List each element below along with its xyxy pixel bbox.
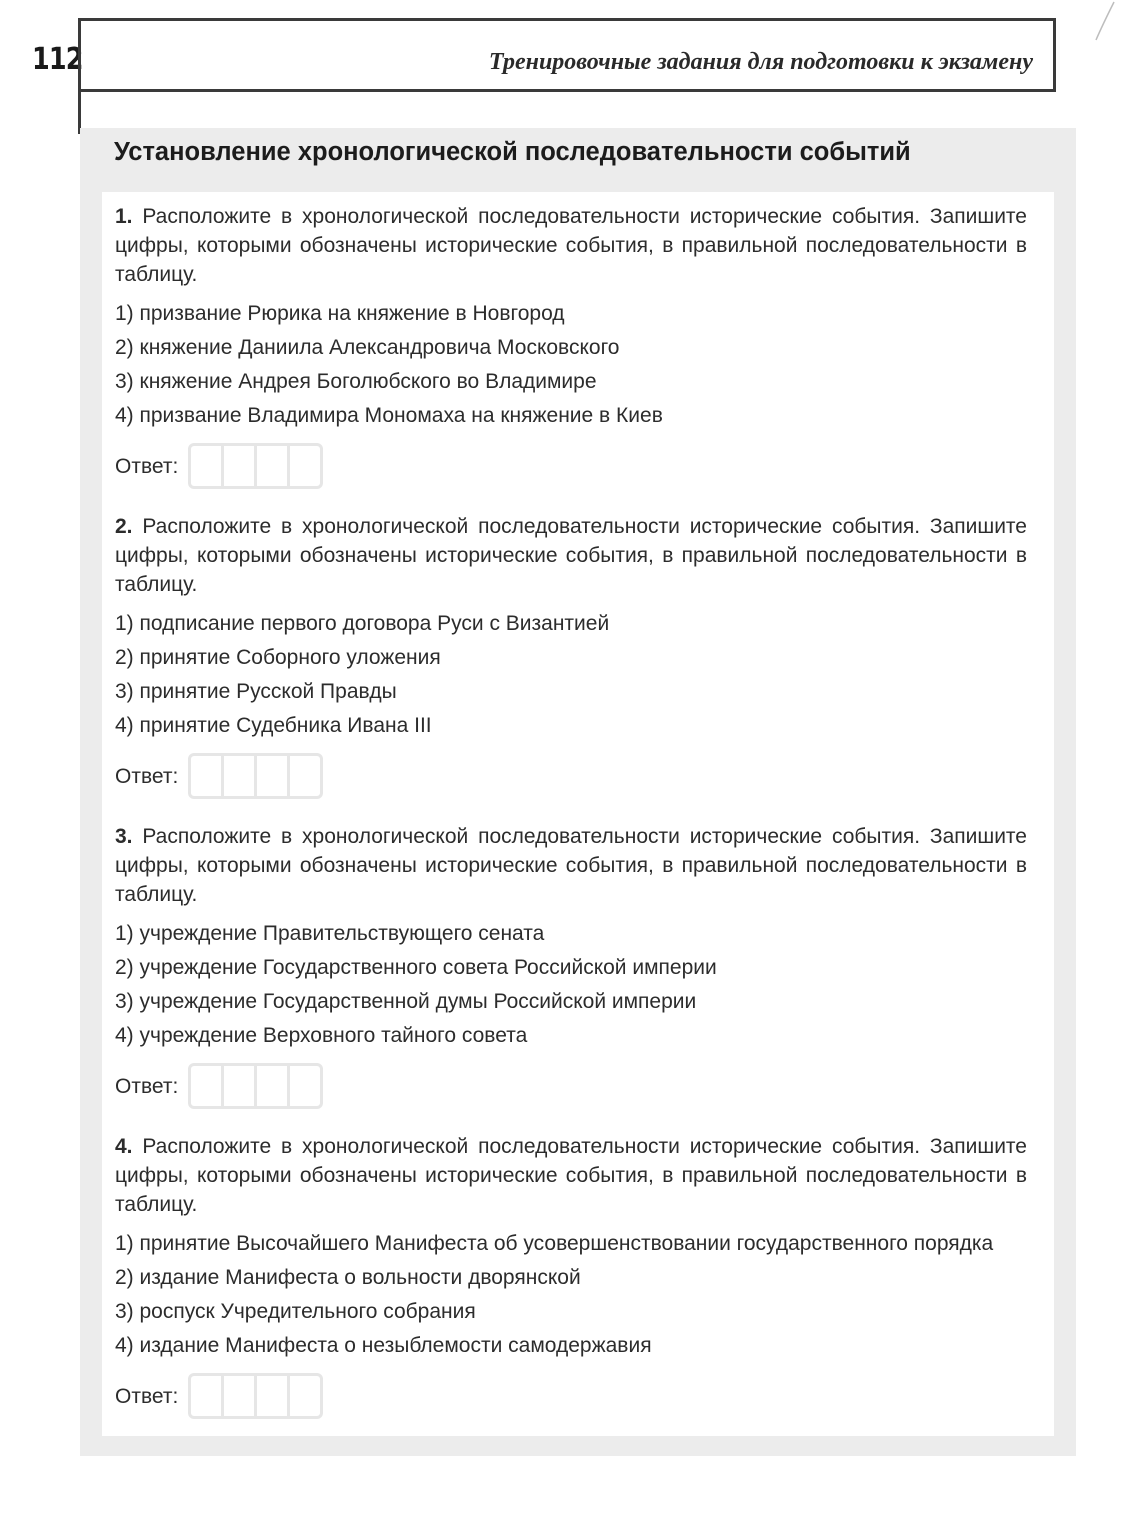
task-2 <box>115 512 1027 800</box>
task-number: 1. <box>115 205 133 228</box>
task-option: 1) учреждение Правительствующего сената <box>115 922 545 945</box>
task-option: 4) призвание Владимира Мономаха на княжение в Киев <box>115 404 663 427</box>
task-option: 3) учреждение Государственной думы Российской империи <box>115 990 697 1013</box>
answer-row <box>115 442 1027 490</box>
section-title: Установление хронологической последовательности событий <box>114 138 911 166</box>
corner-scratch-mark <box>1086 0 1116 60</box>
task-option: 1) призвание Рюрика на княжение в Новгород <box>115 302 565 325</box>
task-option: 4) учреждение Верховного тайного совета <box>115 1024 528 1047</box>
task-instruction <box>115 512 1027 599</box>
answer-label: Ответ: <box>115 764 179 788</box>
running-title: Тренировочные задания для подготовки к экзамену <box>488 49 1033 75</box>
task-option: 1) подписание первого договора Руси с Византией <box>115 612 610 635</box>
task-instruction-text: Расположите в хронологической последовательности исторические события. Запишите цифры, которыми обозначены исторические события, в правильной последовательности в таблицу. <box>115 825 1027 906</box>
task-option: 2) издание Манифеста о вольности дворянской <box>115 1266 581 1289</box>
task-4 <box>115 1132 1027 1420</box>
task-instruction-text: Расположите в хронологической последовательности исторические события. Запишите цифры, которыми обозначены исторические события, в правильной последовательности в таблицу. <box>115 205 1027 286</box>
answer-label: Ответ: <box>115 1384 179 1408</box>
task-1 <box>115 202 1027 490</box>
answer-cell[interactable] <box>290 1376 320 1416</box>
answer-grid <box>188 1063 323 1109</box>
answer-cell[interactable] <box>191 446 224 486</box>
answer-cell[interactable] <box>257 446 290 486</box>
answer-cell[interactable] <box>290 756 320 796</box>
answer-cell[interactable] <box>224 1376 257 1416</box>
answer-cell[interactable] <box>191 1376 224 1416</box>
answer-cell[interactable] <box>224 756 257 796</box>
answer-row <box>115 752 1027 800</box>
answer-cell[interactable] <box>257 756 290 796</box>
answer-grid <box>188 1373 323 1419</box>
task-number: 4. <box>115 1135 133 1158</box>
answer-cell[interactable] <box>257 1066 290 1106</box>
task-option: 1) принятие Высочайшего Манифеста об усовершенствовании государственного порядка <box>115 1232 994 1255</box>
answer-grid <box>188 443 323 489</box>
task-instruction <box>115 822 1027 909</box>
task-list <box>115 202 1027 1420</box>
answer-cell[interactable] <box>224 1066 257 1106</box>
task-option: 2) принятие Соборного уложения <box>115 646 441 669</box>
task-instruction <box>115 1132 1027 1219</box>
task-instruction <box>115 202 1027 289</box>
answer-cell[interactable] <box>290 1066 320 1106</box>
page-number: 112 <box>32 42 83 77</box>
running-header <box>78 18 1056 92</box>
answer-grid <box>188 753 323 799</box>
answer-cell[interactable] <box>191 1066 224 1106</box>
answer-cell[interactable] <box>290 446 320 486</box>
answer-cell[interactable] <box>257 1376 290 1416</box>
answer-row <box>115 1372 1027 1420</box>
task-3 <box>115 822 1027 1110</box>
task-option: 2) княжение Даниила Александровича Московского <box>115 336 620 359</box>
task-instruction-text: Расположите в хронологической последовательности исторические события. Запишите цифры, которыми обозначены исторические события, в правильной последовательности в таблицу. <box>115 1135 1027 1216</box>
task-option: 3) роспуск Учредительного собрания <box>115 1300 476 1323</box>
task-number: 2. <box>115 515 133 538</box>
task-option: 3) княжение Андрея Боголюбского во Владимире <box>115 370 597 393</box>
task-option: 4) принятие Судебника Ивана III <box>115 714 432 737</box>
answer-row <box>115 1062 1027 1110</box>
task-option: 4) издание Манифеста о незыблемости самодержавия <box>115 1334 652 1357</box>
task-option: 2) учреждение Государственного совета Российской империи <box>115 956 717 979</box>
task-number: 3. <box>115 825 133 848</box>
answer-cell[interactable] <box>224 446 257 486</box>
task-option: 3) принятие Русской Правды <box>115 680 397 703</box>
task-instruction-text: Расположите в хронологической последовательности исторические события. Запишите цифры, которыми обозначены исторические события, в правильной последовательности в таблицу. <box>115 515 1027 596</box>
answer-cell[interactable] <box>191 756 224 796</box>
answer-label: Ответ: <box>115 454 179 478</box>
answer-label: Ответ: <box>115 1074 179 1098</box>
